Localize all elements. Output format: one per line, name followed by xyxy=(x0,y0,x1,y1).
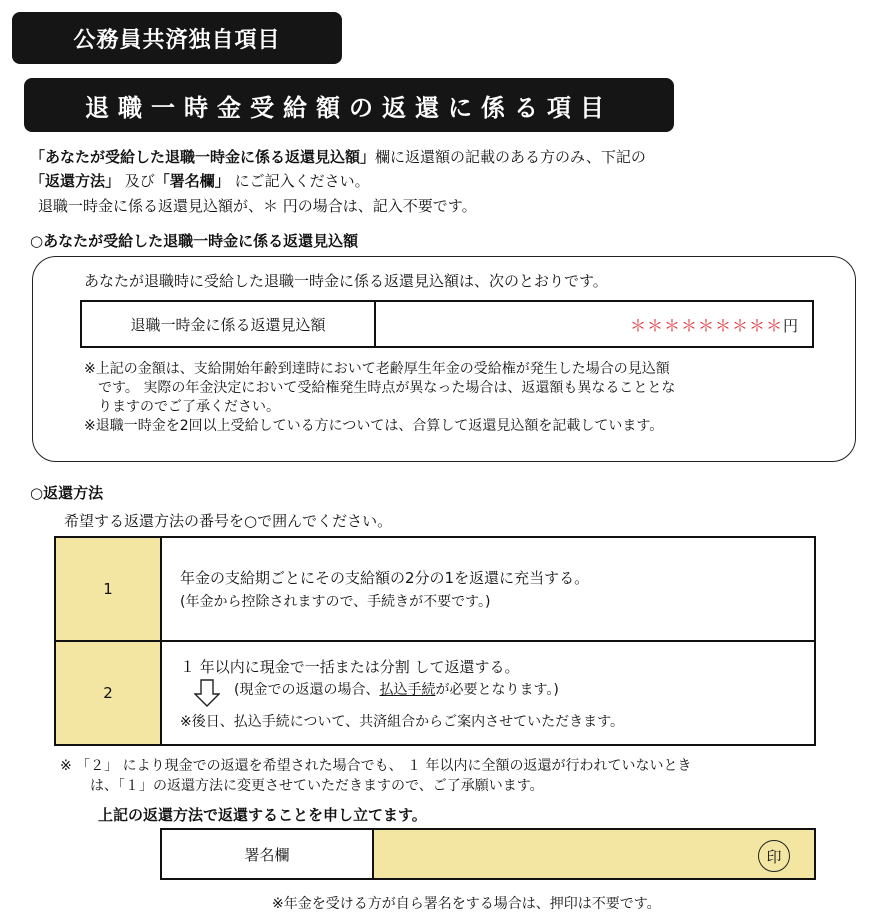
signature-note: ※年金を受ける方が自ら署名をする場合は、押印は不要です。 xyxy=(272,896,661,912)
payment-procedure-text: 払込手続 xyxy=(379,681,436,698)
signature-table xyxy=(160,828,816,880)
method-option-row-2[interactable] xyxy=(55,641,815,745)
estimate-value: ＊＊＊＊＊＊＊＊＊ xyxy=(629,315,783,335)
seal-stamp-mark: 印 xyxy=(758,840,790,872)
method-option-row-1[interactable] xyxy=(55,537,815,641)
option-2-line-3: ※後日、払込手続について、共済組合からご案内させていただきます。 xyxy=(180,713,625,730)
method-instruction: 希望する返還方法の番号を○で囲んでください。 xyxy=(64,512,393,530)
estimate-label-cell xyxy=(81,301,375,347)
option-2-line-2-row xyxy=(180,679,813,707)
estimate-heading: ○あなたが受給した退職一時金に係る返還見込額 xyxy=(30,232,359,250)
signature-label: 署名欄 xyxy=(244,845,290,864)
method-note-line-2: は、「１」の返還方法に変更させていただきますので、ご了承願います。 xyxy=(90,778,544,794)
estimate-value-cell xyxy=(375,301,813,347)
intro-line-1-rest: 欄に返還額の記載のある方のみ、下記の xyxy=(375,148,646,166)
signature-label-cell xyxy=(161,829,373,879)
option-1-number-cell[interactable] xyxy=(55,537,161,641)
option-2-line-2-pre: (現金での返還の場合、 xyxy=(234,681,380,698)
option-1-line-1: 年金の支給期ごとにその支給額の2分の1を返還に充当する。 xyxy=(180,569,590,587)
intro-mid: 及び xyxy=(120,172,155,190)
intro-line-2 xyxy=(30,170,870,191)
page-title-bar: 退職一時金受給額の返還に係る項目 xyxy=(24,78,674,132)
intro-bold-field-name: 「あなたが受給した退職一時金に係る返還見込額」 xyxy=(30,148,376,166)
estimate-table xyxy=(80,300,814,348)
option-2-number-cell[interactable] xyxy=(55,641,161,745)
intro-bold-method: 「返還方法」 xyxy=(30,172,121,190)
option-1-line-2: (年金から控除されますので、手続きが不要です。) xyxy=(180,594,491,610)
estimate-note-4: ※退職一時金を2回以上受給している方については、合算して返還見込額を記載しています。 xyxy=(84,418,664,434)
signature-field[interactable] xyxy=(373,829,815,879)
estimate-label: 退職一時金に係る返還見込額 xyxy=(130,315,326,334)
method-note xyxy=(60,756,860,796)
option-2-line-2-post: が必要となります。) xyxy=(435,681,559,698)
option-1-number: 1 xyxy=(103,580,113,598)
intro-line-3: 退職一時金に係る返還見込額が、＊ 円の場合は、記入不要です。 xyxy=(38,197,477,215)
arrow-down-icon xyxy=(194,679,220,707)
estimate-notes xyxy=(84,360,844,436)
option-2-line-1: １ 年以内に現金で一括または分割 して返還する。 xyxy=(180,657,520,676)
intro-line-2-rest: にご記入ください。 xyxy=(229,172,370,190)
option-1-text-cell xyxy=(161,537,815,641)
option-2-line-2 xyxy=(234,679,559,699)
declaration-statement: 上記の返還方法で返還することを申し立てます。 xyxy=(98,806,427,824)
intro-bold-signature: 「署名欄」 xyxy=(154,172,230,190)
method-note-line-1: ※ 「２」 により現金での返還を希望された場合でも、 １ 年以内に全額の返還が行われていないとき xyxy=(60,758,692,774)
option-2-number: 2 xyxy=(103,684,113,702)
section-title-tag: 公務員共済独自項目 xyxy=(12,12,342,64)
estimate-note-2: です。 実際の年金決定において受給権発生時点が異なった場合は、返還額も異なることとな xyxy=(98,380,676,396)
intro-line-1 xyxy=(30,146,870,167)
method-heading: ○返還方法 xyxy=(30,484,104,502)
method-options-table xyxy=(54,536,816,746)
estimate-note-1: ※上記の金額は、支給開始年齢到達時において老齢厚生年金の受給権が発生した場合の見込額 xyxy=(84,361,670,377)
estimate-lead: あなたが退職時に受給した退職一時金に係る返還見込額は、次のとおりです。 xyxy=(84,272,608,290)
estimate-unit: 円 xyxy=(782,316,798,335)
option-2-text-cell xyxy=(161,641,815,745)
estimate-note-3: りますのでご了承ください。 xyxy=(98,399,280,415)
